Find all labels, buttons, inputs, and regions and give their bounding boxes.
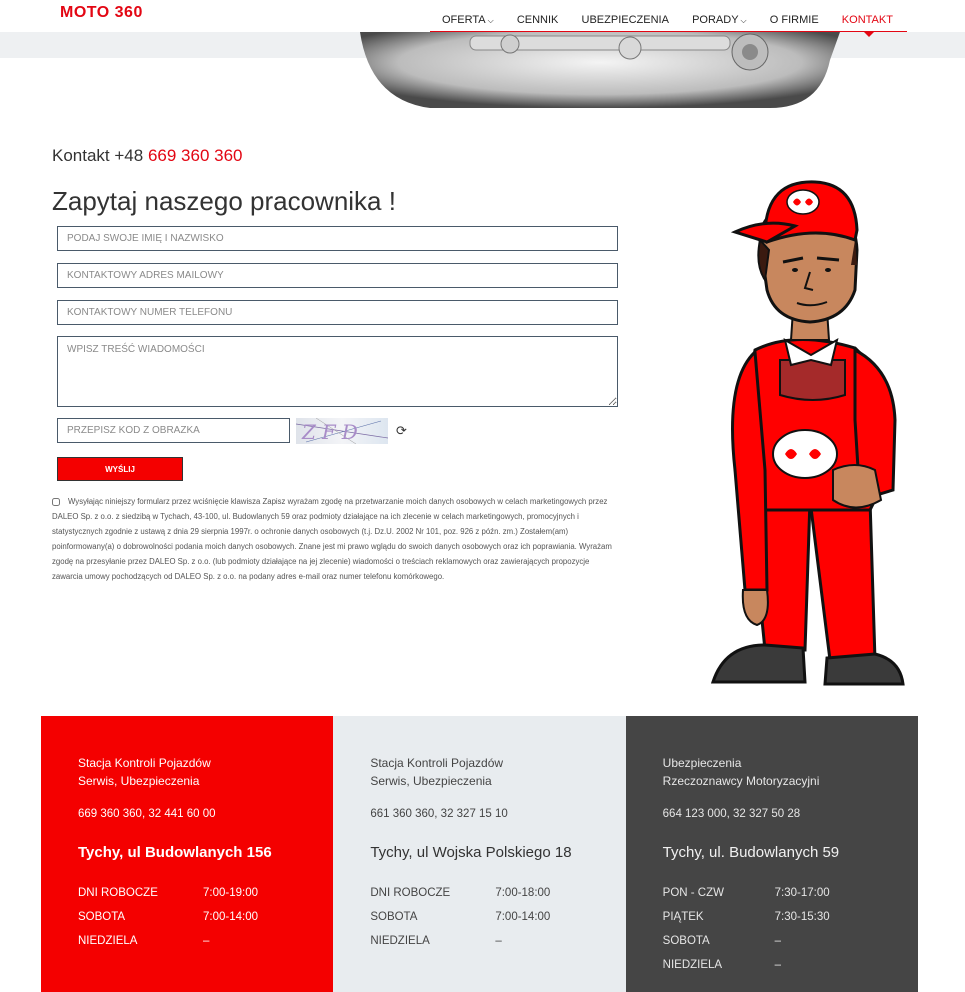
opening-hours — [78, 881, 333, 953]
consent-checkbox[interactable] — [52, 498, 60, 506]
nav-item-label: UBEZPIECZENIA — [581, 13, 669, 26]
hours-day: SOBOTA — [78, 911, 126, 923]
location-phones[interactable]: 661 360 360, 32 327 15 10 — [370, 808, 508, 820]
nav-item-ubezpieczenia[interactable] — [582, 14, 669, 26]
hours-time: 7:30-15:30 — [774, 911, 830, 923]
hours-time: 7:00-18:00 — [495, 887, 551, 899]
hours-row — [663, 881, 918, 905]
hours-row — [370, 929, 625, 953]
hours-day: SOBOTA — [370, 911, 418, 923]
consent-block — [52, 494, 617, 584]
name-input[interactable] — [57, 226, 618, 251]
consent-text: Wysyłając niniejszy formularz przez wciśnięcie klawisza Zapisz wyrażam zgodę na przetwarzanie moich danych osobowych w celach marketingowych przez DALEO Sp. z o.o. z siedzibą w Tychach, 43-100, ul. Budowlanych 59 oraz podmioty działające na ich zlecenie w celach marketingowych, promocyjnych i statystycznych zgodnie z ustawą z dnia 29 sierpnia 1997r. o ochronie danych osobowych (t.j. Dz.U. 2002 Nr 101, poz. 926 z późn. zm.) Zostałem(am) poinformowany(a) o dobrowolności podania moich danych osobowych. Znane jest mi prawo wglądu do swoich danych osobowych oraz ich poprawiania. Wyrażam zgodę na przesyłanie przez DALEO Sp. z o.o. (lub podmioty działające na jej zlecenie) wiadomości o treściach reklamowych oraz zawierających propozycje zawarcia umowy pochodzących od DALEO Sp. z o.o. na podany adres e-mail oraz numer telefonu komórkowego. — [52, 497, 612, 581]
hours-time: – — [203, 935, 210, 947]
chevron-down-icon: ⌵ — [740, 15, 747, 25]
hours-day: NIEDZIELA — [370, 935, 430, 947]
opening-hours — [370, 881, 625, 953]
hours-row — [370, 905, 625, 929]
location-title-line2: Serwis, Ubezpieczenia — [78, 774, 200, 788]
nav-item-label: OFERTA — [442, 13, 486, 26]
location-title-line2: Rzeczoznawcy Motoryzacyjni — [662, 774, 820, 788]
hours-time: 7:00-14:00 — [495, 911, 551, 923]
refresh-captcha-icon[interactable]: ⟳ — [396, 423, 407, 438]
hours-time: – — [774, 935, 782, 947]
hours-row — [370, 881, 625, 905]
nav-item-o-firmie[interactable] — [770, 14, 819, 26]
hours-row — [78, 881, 333, 905]
hours-day: SOBOTA — [662, 935, 710, 947]
car-part-image — [350, 30, 850, 108]
nav-item-kontakt[interactable] — [842, 14, 893, 26]
hours-time: – — [495, 935, 502, 947]
site-logo[interactable]: MOTO 360 — [60, 4, 143, 21]
location-phones[interactable]: 664 123 000, 32 327 50 28 — [662, 808, 801, 820]
hours-row — [78, 905, 333, 929]
hours-row — [663, 905, 918, 929]
hours-time: 7:30-17:00 — [774, 887, 830, 899]
location-title-line1: Stacja Kontroli Pojazdów — [370, 756, 504, 770]
nav-item-cennik[interactable] — [517, 14, 559, 26]
send-button[interactable]: WYŚLIJ — [57, 457, 183, 481]
main-nav — [430, 0, 907, 32]
hours-time: 7:00-14:00 — [203, 911, 258, 923]
hours-row — [663, 929, 918, 953]
hours-time: 7:00-19:00 — [203, 887, 258, 899]
message-textarea[interactable] — [57, 336, 618, 407]
location-column — [41, 716, 333, 992]
contact-phone-line — [52, 146, 243, 166]
opening-hours — [663, 881, 918, 977]
nav-active-pointer — [864, 32, 874, 37]
location-title — [663, 754, 918, 790]
hours-day: PIĄTEK — [662, 911, 704, 923]
location-title — [78, 754, 333, 790]
nav-item-porady[interactable] — [692, 14, 747, 26]
chevron-down-icon: ⌵ — [487, 15, 494, 25]
email-input[interactable] — [57, 263, 618, 288]
site-header — [0, 0, 965, 108]
hours-time: – — [774, 959, 782, 971]
hours-day: NIEDZIELA — [662, 959, 723, 971]
location-address: Tychy, ul Wojska Polskiego 18 — [370, 844, 572, 861]
captcha-input[interactable] — [57, 418, 290, 443]
nav-item-label: CENNIK — [516, 13, 559, 26]
nav-item-oferta[interactable] — [442, 14, 494, 26]
locations-footer — [41, 716, 918, 992]
location-title-line1: Stacja Kontroli Pojazdów — [78, 756, 211, 770]
form-title: Zapytaj naszego pracownika ! — [52, 186, 396, 216]
location-title-line2: Serwis, Ubezpieczenia — [370, 774, 492, 788]
hours-row — [663, 953, 918, 977]
hours-day: DNI ROBOCZE — [78, 887, 158, 899]
contact-prefix: Kontakt +48 — [52, 146, 144, 165]
location-phones[interactable]: 669 360 360, 32 441 60 00 — [78, 808, 216, 820]
captcha-image — [296, 418, 388, 444]
location-column — [626, 716, 918, 992]
captcha-text: ZFD — [302, 420, 364, 444]
nav-item-label: PORADY — [692, 13, 739, 26]
hours-day: PON - CZW — [662, 887, 724, 899]
location-address: Tychy, ul Budowlanych 156 — [78, 844, 272, 861]
hours-row — [78, 929, 333, 953]
contact-phone-link[interactable]: 669 360 360 — [147, 146, 243, 165]
hours-day: DNI ROBOCZE — [370, 887, 451, 899]
hours-day: NIEDZIELA — [78, 935, 138, 947]
nav-item-label: KONTAKT — [841, 13, 893, 26]
mechanic-illustration — [705, 170, 915, 690]
location-column — [333, 716, 625, 992]
location-address: Tychy, ul. Budowlanych 59 — [662, 844, 840, 861]
location-title — [370, 754, 625, 790]
nav-item-label: O FIRMIE — [769, 13, 819, 26]
phone-input[interactable] — [57, 300, 618, 325]
location-title-line1: Ubezpieczenia — [662, 756, 742, 770]
